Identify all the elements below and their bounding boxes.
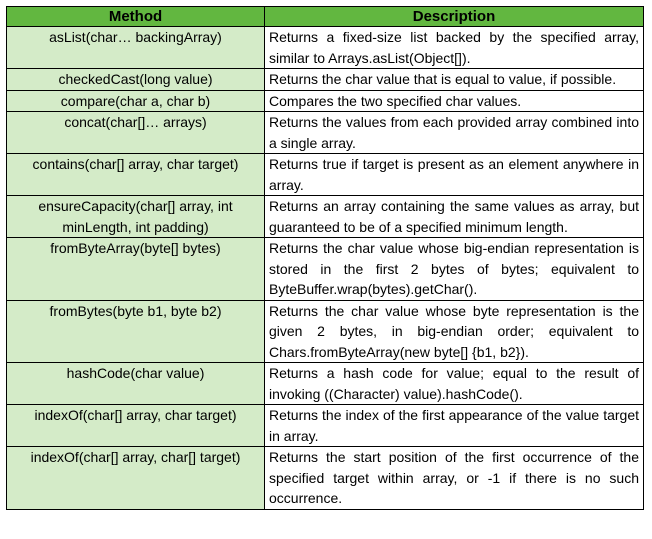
method-column-header: Method — [7, 7, 265, 27]
method-cell: checkedCast(long value) — [7, 69, 265, 91]
methods-table — [6, 6, 644, 510]
description-cell: Returns the char value whose big-endian representation is stored in the first 2 bytes of bytes; equivalent to ByteBuffer.wrap(bytes).getChar(). — [265, 238, 644, 301]
description-cell: Returns the index of the first appearance of the value target in array. — [265, 405, 644, 447]
method-cell: indexOf(char[] array, char[] target) — [7, 447, 265, 510]
table-row — [7, 27, 644, 69]
method-cell: ensureCapacity(char[] array, int minLength, int padding) — [7, 196, 265, 238]
table-row — [7, 69, 644, 91]
description-cell: Compares the two specified char values. — [265, 90, 644, 112]
method-cell: indexOf(char[] array, char target) — [7, 405, 265, 447]
description-cell: Returns a hash code for value; equal to the result of invoking ((Character) value).hashCode(). — [265, 363, 644, 405]
method-cell: asList(char… backingArray) — [7, 27, 265, 69]
method-cell: fromByteArray(byte[] bytes) — [7, 238, 265, 301]
table-row — [7, 90, 644, 112]
description-cell: Returns the values from each provided array combined into a single array. — [265, 112, 644, 154]
method-cell: fromBytes(byte b1, byte b2) — [7, 300, 265, 363]
description-column-header: Description — [265, 7, 644, 27]
methods-table-container — [6, 6, 643, 510]
table-row — [7, 238, 644, 301]
table-row — [7, 300, 644, 363]
method-cell: hashCode(char value) — [7, 363, 265, 405]
method-cell: contains(char[] array, char target) — [7, 154, 265, 196]
method-cell: concat(char[]… arrays) — [7, 112, 265, 154]
description-cell: Returns the char value whose byte representation is the given 2 bytes, in big-endian order; equivalent to Chars.fromByteArray(new byte[] {b1, b2}). — [265, 300, 644, 363]
description-cell: Returns the char value that is equal to value, if possible. — [265, 69, 644, 91]
table-row — [7, 405, 644, 447]
table-row — [7, 363, 644, 405]
description-cell: Returns the start position of the first occurrence of the specified target within array, or -1 if there is no such occurrence. — [265, 447, 644, 510]
table-row — [7, 112, 644, 154]
table-row — [7, 196, 644, 238]
description-cell: Returns a fixed-size list backed by the specified array, similar to Arrays.asList(Object[]). — [265, 27, 644, 69]
method-cell: compare(char a, char b) — [7, 90, 265, 112]
table-row — [7, 154, 644, 196]
description-cell: Returns true if target is present as an element anywhere in array. — [265, 154, 644, 196]
table-header-row — [7, 7, 644, 27]
table-row — [7, 447, 644, 510]
description-cell: Returns an array containing the same values as array, but guaranteed to be of a specified minimum length. — [265, 196, 644, 238]
